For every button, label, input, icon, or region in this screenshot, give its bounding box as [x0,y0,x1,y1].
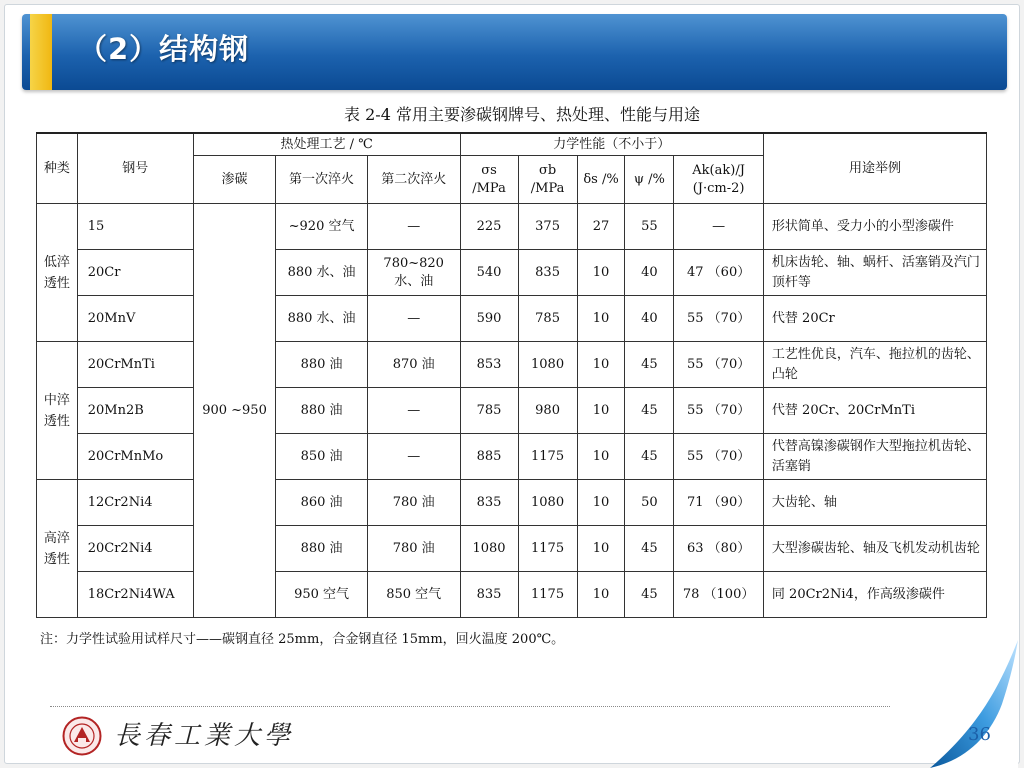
usage-cell: 同 20Cr2Ni4，作高级渗碳件 [763,572,986,618]
ak-cell: 63 （80） [674,526,764,572]
second-quench-cell: — [367,204,460,250]
header-psi: ψ /% [625,156,674,204]
grade-cell: 20MnV [77,296,193,342]
header-mechanical: 力学性能（不小于） [460,133,763,156]
psi-cell: 45 [625,572,674,618]
header-carburize: 渗碳 [193,156,275,204]
table-body [37,204,987,618]
header-sigma-s: σs /MPa [460,156,518,204]
psi-cell: 45 [625,342,674,388]
psi-cell: 50 [625,480,674,526]
grade-cell: 20CrMnMo [77,434,193,480]
category-cell: 中淬透性 [37,342,78,480]
psi-cell: 40 [625,296,674,342]
table-row [37,480,987,526]
grade-cell: 20Cr2Ni4 [77,526,193,572]
delta-s-cell: 10 [577,342,625,388]
sigma-b-cell: 1175 [518,526,577,572]
category-cell: 高淬透性 [37,480,78,618]
sigma-s-cell: 785 [460,388,518,434]
header-category: 种类 [37,133,78,204]
usage-cell: 工艺性优良，汽车、拖拉机的齿轮、凸轮 [763,342,986,388]
grade-cell: 20Cr [77,250,193,296]
usage-cell: 形状简单、受力小的小型渗碳件 [763,204,986,250]
ak-cell: 71 （90） [674,480,764,526]
sigma-b-cell: 375 [518,204,577,250]
delta-s-cell: 10 [577,388,625,434]
table-row [37,388,987,434]
sigma-b-cell: 980 [518,388,577,434]
first-quench-cell: 880 水、油 [276,296,368,342]
header-usage: 用途举例 [763,133,986,204]
steel-table [36,132,987,618]
ak-cell: 55 （70） [674,342,764,388]
first-quench-cell: 880 水、油 [276,250,368,296]
usage-cell: 代替 20Cr [763,296,986,342]
ak-cell: 78 （100） [674,572,764,618]
first-quench-cell: 860 油 [276,480,368,526]
grade-cell: 15 [77,204,193,250]
university-seal-icon [62,716,102,756]
header-heat-treatment: 热处理工艺 / ℃ [193,133,460,156]
header-sigma-b: σb /MPa [518,156,577,204]
usage-cell: 大齿轮、轴 [763,480,986,526]
second-quench-cell: 780 油 [367,526,460,572]
first-quench-cell: 880 油 [276,342,368,388]
first-quench-cell: ~920 空气 [276,204,368,250]
table-caption: 表 2-4 常用主要渗碳钢牌号、热处理、性能与用途 [344,105,700,124]
sigma-b-cell: 1080 [518,342,577,388]
psi-cell: 40 [625,250,674,296]
delta-s-cell: 10 [577,526,625,572]
sigma-s-cell: 225 [460,204,518,250]
ak-cell: 55 （70） [674,296,764,342]
sigma-b-cell: 785 [518,296,577,342]
sigma-s-cell: 835 [460,572,518,618]
page-curl-icon [890,640,1018,768]
second-quench-cell: 780~820 水、油 [367,250,460,296]
ak-cell: — [674,204,764,250]
grade-cell: 12Cr2Ni4 [77,480,193,526]
usage-cell: 机床齿轮、轴、蜗杆、活塞销及汽门顶杆等 [763,250,986,296]
sigma-s-cell: 885 [460,434,518,480]
slide-title: （2）结构钢 [78,32,250,66]
grade-cell: 20Mn2B [77,388,193,434]
first-quench-cell: 880 油 [276,526,368,572]
header-delta-s: δs /% [577,156,625,204]
second-quench-cell: 850 空气 [367,572,460,618]
delta-s-cell: 10 [577,434,625,480]
table-row [37,526,987,572]
delta-s-cell: 10 [577,572,625,618]
page-number: 36 [968,724,991,745]
psi-cell: 45 [625,388,674,434]
header-ak: Ak(ak)/J (J·cm-2) [674,156,764,204]
sigma-b-cell: 835 [518,250,577,296]
usage-cell: 大型渗碳齿轮、轴及飞机发动机齿轮 [763,526,986,572]
table-row [37,296,987,342]
table-row [37,342,987,388]
sigma-s-cell: 540 [460,250,518,296]
sigma-s-cell: 590 [460,296,518,342]
header-first-quench: 第一次淬火 [276,156,368,204]
carburize-temp-cell: 900 ~950 [193,204,275,618]
psi-cell: 55 [625,204,674,250]
header-second-quench: 第二次淬火 [367,156,460,204]
sigma-b-cell: 1080 [518,480,577,526]
ak-cell: 55 （70） [674,434,764,480]
second-quench-cell: 870 油 [367,342,460,388]
table-note: 注：力学性试验用试样尺寸——碳钢直径 25mm，合金钢直径 15mm，回火温度 200℃。 [40,632,565,647]
sigma-s-cell: 853 [460,342,518,388]
ak-cell: 47 （60） [674,250,764,296]
first-quench-cell: 880 油 [276,388,368,434]
second-quench-cell: — [367,388,460,434]
delta-s-cell: 10 [577,250,625,296]
sigma-b-cell: 1175 [518,434,577,480]
sigma-s-cell: 835 [460,480,518,526]
sigma-b-cell: 1175 [518,572,577,618]
grade-cell: 18Cr2Ni4WA [77,572,193,618]
second-quench-cell: — [367,296,460,342]
second-quench-cell: 780 油 [367,480,460,526]
delta-s-cell: 10 [577,480,625,526]
first-quench-cell: 950 空气 [276,572,368,618]
psi-cell: 45 [625,434,674,480]
usage-cell: 代替 20Cr、20CrMnTi [763,388,986,434]
table-row [37,572,987,618]
ak-cell: 55 （70） [674,388,764,434]
grade-cell: 20CrMnTi [77,342,193,388]
first-quench-cell: 850 油 [276,434,368,480]
psi-cell: 45 [625,526,674,572]
title-accent-bar [30,14,52,90]
category-cell: 低淬透性 [37,204,78,342]
university-name: 長春工業大學 [114,721,295,751]
usage-cell: 代替高镍渗碳钢作大型拖拉机齿轮、活塞销 [763,434,986,480]
delta-s-cell: 10 [577,296,625,342]
footer-divider [50,706,890,707]
delta-s-cell: 27 [577,204,625,250]
table-row [37,204,987,250]
header-grade: 钢号 [77,133,193,204]
table-row [37,250,987,296]
second-quench-cell: — [367,434,460,480]
table-row [37,434,987,480]
sigma-s-cell: 1080 [460,526,518,572]
